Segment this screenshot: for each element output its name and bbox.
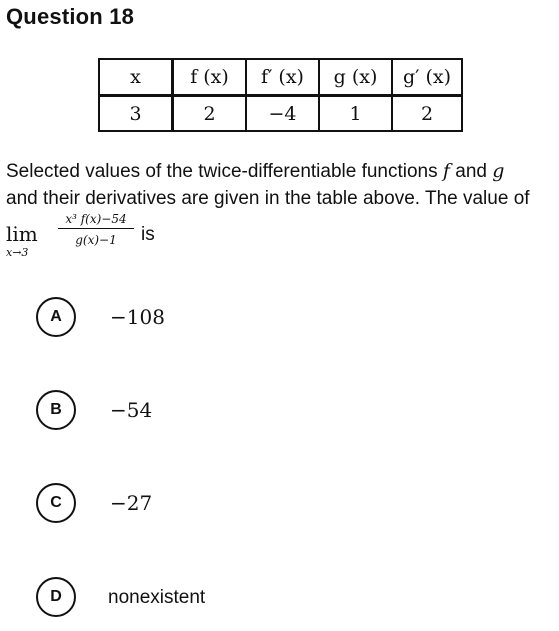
header-f: f (x): [173, 59, 247, 96]
fraction-denominator: g(x)−1: [75, 233, 117, 247]
question-title: Question 18: [6, 4, 135, 29]
limit-fraction: [58, 212, 134, 247]
cell-f: 2: [173, 96, 247, 132]
prompt-text-1: Selected values of the twice-differentiable functions: [6, 161, 443, 182]
values-table: [98, 58, 463, 132]
choice-c-bubble[interactable]: C: [36, 483, 76, 523]
prompt-is: is: [141, 224, 155, 245]
prompt-text-2: and their derivatives are given in the table above. The value of: [6, 188, 530, 209]
choice-d-text: nonexistent: [108, 587, 206, 608]
header-x: x: [99, 59, 173, 96]
choice-c-text: −27: [110, 491, 153, 515]
prompt-and: and: [449, 161, 493, 182]
choice-d-bubble[interactable]: D: [36, 577, 76, 617]
choice-d[interactable]: [36, 577, 336, 619]
cell-g: 1: [319, 96, 392, 132]
choice-b-text: −54: [110, 398, 153, 422]
question-prompt: [6, 158, 556, 212]
choice-a[interactable]: [36, 297, 336, 339]
choice-a-text: −108: [110, 305, 165, 329]
choice-c[interactable]: [36, 483, 336, 525]
limit-expression: [6, 212, 206, 264]
header-f-prime: f′ (x): [246, 59, 319, 96]
fraction-numerator: x³ f(x)−54: [58, 212, 134, 229]
lim-word: lim: [6, 222, 38, 246]
lim-subscript: x→3: [6, 246, 29, 259]
cell-x: 3: [99, 96, 173, 132]
choice-a-bubble[interactable]: A: [36, 297, 76, 337]
function-f-label: f: [442, 160, 450, 182]
cell-g-prime: 2: [392, 96, 462, 132]
table-row: [99, 96, 462, 132]
header-g: g (x): [319, 59, 392, 96]
cell-f-prime: −4: [246, 96, 319, 132]
header-g-prime: g′ (x): [392, 59, 462, 96]
function-g-label: g: [492, 160, 505, 182]
table-header-row: [99, 59, 462, 96]
choice-b[interactable]: [36, 390, 336, 432]
choice-b-bubble[interactable]: B: [36, 390, 76, 430]
